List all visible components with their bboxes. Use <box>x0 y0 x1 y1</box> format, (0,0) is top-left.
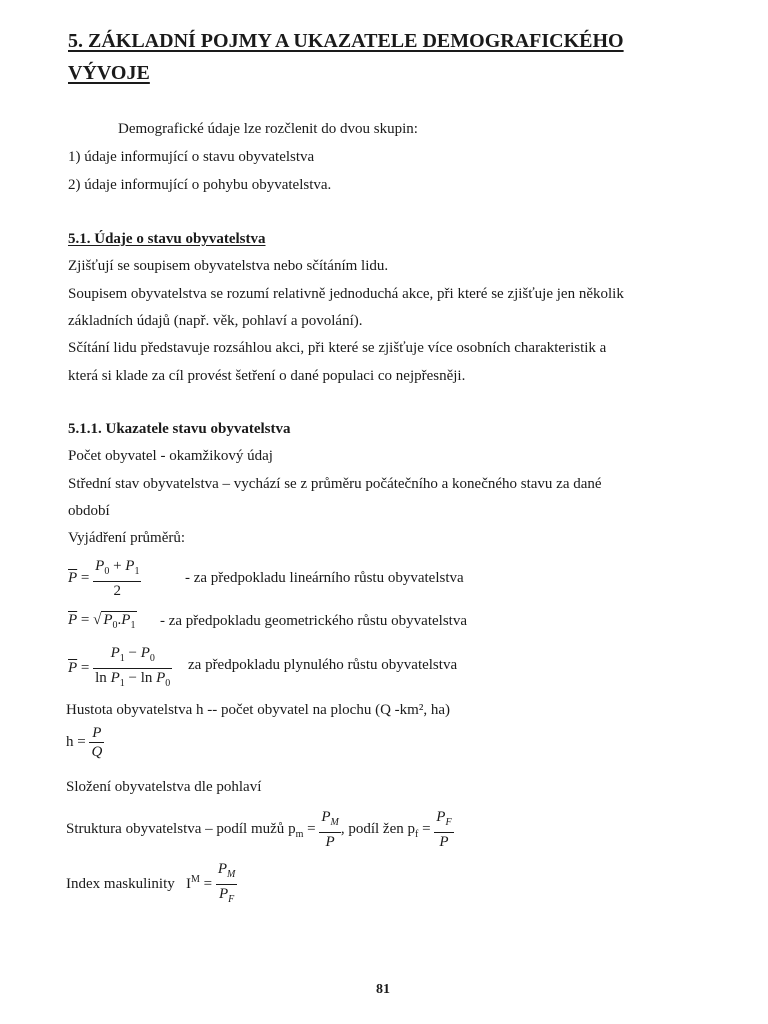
intro-text: Demografické údaje lze rozčlenit do dvou skupin: <box>118 121 418 137</box>
page-title: 5. ZÁKLADNÍ POJMY A UKAZATELE DEMOGRAFICKÉHO <box>68 30 624 52</box>
page-title-continued: VÝVOJE <box>68 62 150 84</box>
paragraph-line: Soupisem obyvatelstva se rozumí relativně jednoduchá akce, při které se zjišťuje jen několik <box>68 286 624 302</box>
paragraph-line: Počet obyvatel - okamžikový údaj <box>68 448 273 464</box>
intro-item-2: 2) údaje informující o pohybu obyvatelstva. <box>68 177 332 193</box>
paragraph-line: Složení obyvatelstva dle pohlaví <box>66 779 262 795</box>
formula-density: h = $\frac{P}{Q}$ <box>66 725 103 760</box>
paragraph-line: Sčítání lidu představuje rozsáhlou akci, při které se zjišťuje více osobních charakteristik a <box>68 340 607 356</box>
formula-linear-mean: $\overline{P}$ = $\frac{P_0 + P_1}{2}$ <box>68 558 140 599</box>
formula-linear-description: - za předpokladu lineárního růstu obyvatelstva <box>185 570 464 586</box>
paragraph-line: základních údajů (např. věk, pohlaví a povolání). <box>68 313 363 329</box>
masculinity-line: Index maskulinity $I^M$ = $\frac{P_M}{P_F}$ <box>66 861 236 905</box>
masculinity-label: Index maskulinity <box>66 875 175 892</box>
paragraph-line: Vyjádření průměrů: <box>68 530 186 546</box>
formula-continuous-description: za předpokladu plynulého růstu obyvatelstva <box>188 657 458 673</box>
paragraph-line: Střední stav obyvatelstva – vychází se z průměru počátečního a konečného stavu za dané <box>68 476 602 492</box>
section-5-1-1-heading: 5.1.1. Ukazatele stavu obyvatelstva <box>68 421 291 437</box>
intro-item-1: 1) údaje informující o stavu obyvatelstva <box>68 149 315 165</box>
structure-line: Struktura obyvatelstva – podíl mužů $p_m$ = $\frac{P_M}{P}$ , podíl žen $p_f$ = $\frac{P_F}{P}$ <box>66 809 452 850</box>
paragraph-line: období <box>68 503 110 519</box>
structure-label-women: , podíl žen <box>340 820 404 837</box>
density-line: Hustota obyvatelstva h -- počet obyvatel na plochu (Q -km², ha) <box>66 702 450 718</box>
formula-continuous-mean: $\overline{P}$ = $\frac{P_1 - P_0}{\ln P_1 - \ln P_0}$ <box>68 645 171 689</box>
paragraph-line: která si klade za cíl provést šetření o dané populaci co nejpřesněji. <box>68 368 466 384</box>
formula-geometric-mean: $\overline{P}$ = √ $P_0.P_1$ <box>68 612 136 631</box>
formula-geometric-description: - za předpokladu geometrického růstu obyvatelstva <box>160 613 467 629</box>
page-number: 81 <box>376 982 390 997</box>
paragraph-line: Zjišťují se soupisem obyvatelstva nebo sčítáním lidu. <box>68 258 389 274</box>
structure-label-men: Struktura obyvatelstva – podíl mužů <box>66 820 285 837</box>
section-5-1-heading: 5.1. Údaje o stavu obyvatelstva <box>68 231 266 247</box>
